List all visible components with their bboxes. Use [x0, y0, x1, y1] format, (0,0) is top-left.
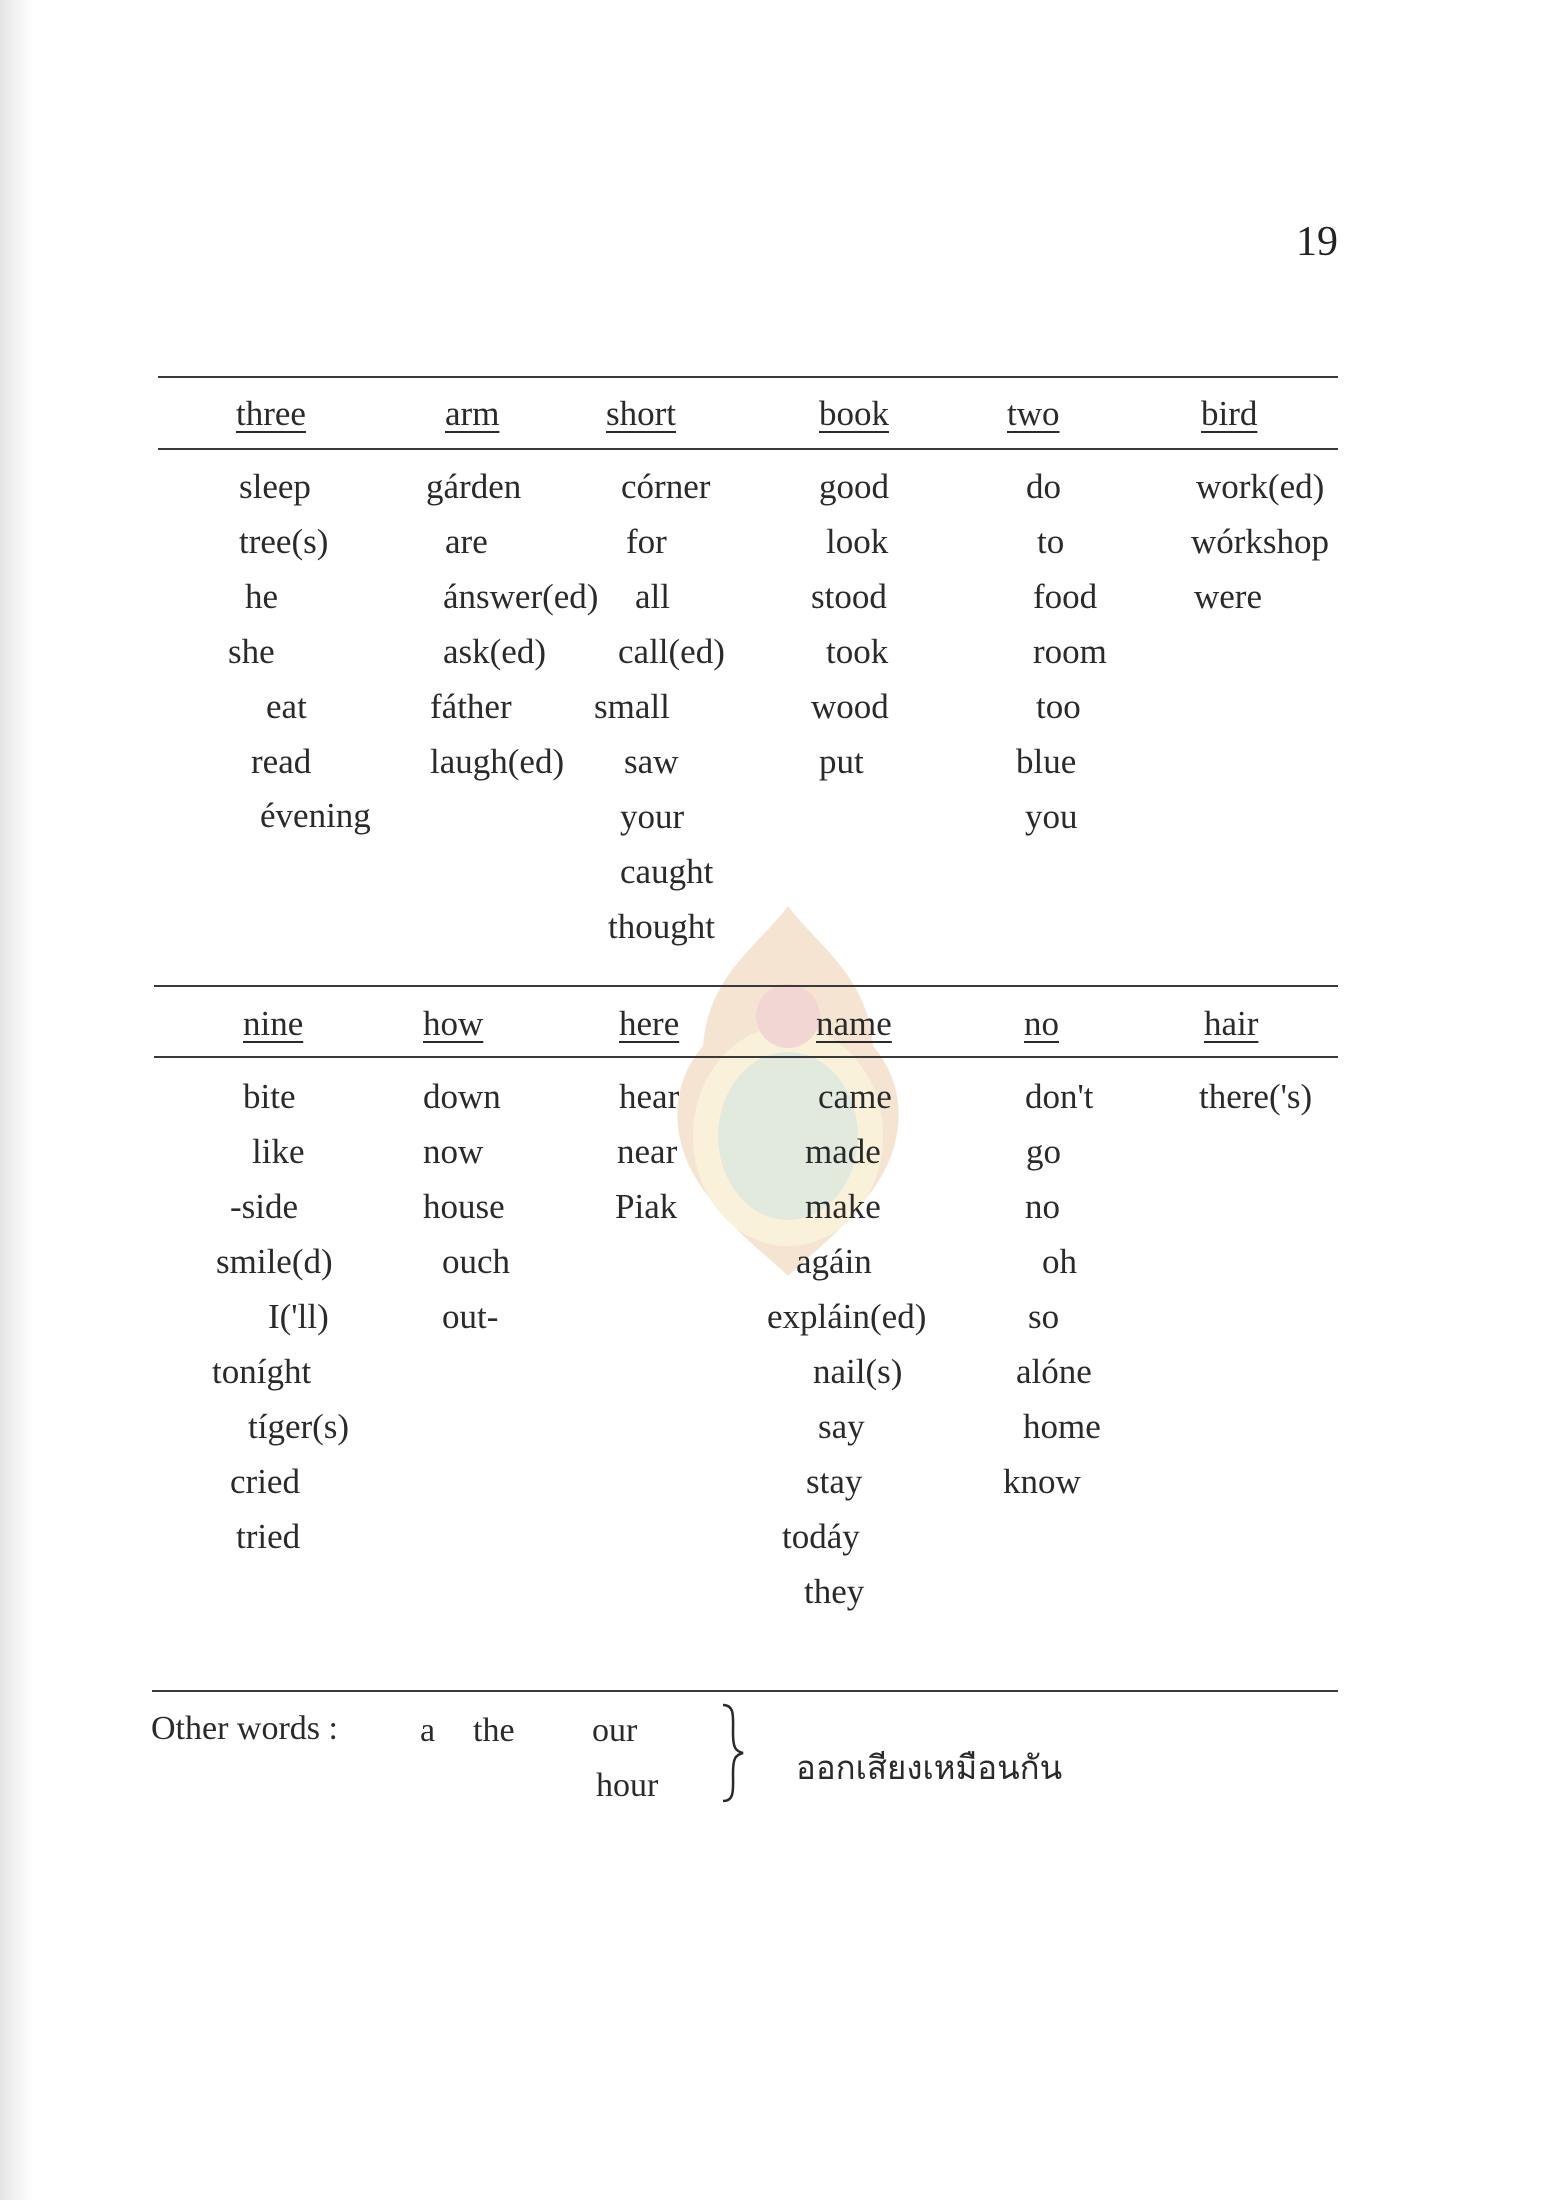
- word-cell: down: [423, 1077, 501, 1116]
- word-cell: wórkshop: [1191, 522, 1330, 561]
- word-cell: tried: [236, 1517, 301, 1556]
- word-cell: tree(s): [239, 522, 329, 561]
- word-cell: stay: [806, 1462, 863, 1501]
- header-two: two: [1007, 394, 1060, 433]
- word-cell: eat: [266, 687, 307, 726]
- word-cell: ánswer(ed): [443, 577, 599, 616]
- word-cell: for: [626, 522, 667, 561]
- word-cell: work(ed): [1196, 467, 1325, 506]
- table2-top-rule: [154, 985, 1338, 987]
- word-cell: expláin(ed): [767, 1297, 927, 1336]
- word-cell: don't: [1025, 1077, 1094, 1116]
- word-cell: agáin: [796, 1242, 872, 1281]
- header-bird: bird: [1201, 394, 1258, 433]
- page-edge-shadow: [0, 0, 34, 2200]
- word-cell: gárden: [426, 467, 522, 506]
- page-number: 19: [1296, 219, 1338, 265]
- word-cell: he: [245, 577, 279, 616]
- word-cell: made: [805, 1132, 881, 1171]
- word-cell: blue: [1016, 742, 1077, 781]
- word-cell: nail(s): [813, 1352, 903, 1391]
- word-cell: say: [818, 1407, 865, 1446]
- word-cell: now: [423, 1132, 484, 1171]
- header-here: here: [619, 1004, 680, 1043]
- other-words-label: Other words :: [151, 1710, 338, 1747]
- header-nine: nine: [243, 1004, 304, 1043]
- header-how: how: [423, 1004, 484, 1043]
- word-cell: food: [1033, 577, 1098, 616]
- word-cell: saw: [624, 742, 679, 781]
- table1-top-rule: [158, 376, 1338, 378]
- header-arm: arm: [445, 394, 500, 433]
- other-word: a: [420, 1712, 436, 1749]
- word-cell: cried: [230, 1462, 300, 1501]
- word-cell: oh: [1042, 1242, 1077, 1281]
- word-cell: ouch: [442, 1242, 511, 1281]
- word-cell: ask(ed): [443, 632, 547, 671]
- word-cell: -side: [230, 1187, 299, 1226]
- word-cell: near: [617, 1132, 678, 1171]
- word-cell: fáther: [430, 687, 512, 726]
- word-cell: home: [1023, 1407, 1101, 1446]
- word-cell: there('s): [1199, 1077, 1313, 1116]
- word-cell: no: [1025, 1187, 1060, 1226]
- table2-header-rule: [154, 1056, 1338, 1058]
- word-cell: you: [1025, 797, 1078, 836]
- word-cell: read: [251, 742, 312, 781]
- word-cell: todáy: [782, 1517, 860, 1556]
- table1-header-rule: [158, 448, 1338, 450]
- same-pronunciation-note: ออกเสียงเหมือนกัน: [796, 1748, 1063, 1787]
- word-cell: toníght: [212, 1352, 312, 1391]
- word-cell: wood: [811, 687, 889, 726]
- header-hair: hair: [1204, 1004, 1259, 1043]
- header-book: book: [819, 394, 889, 433]
- word-cell: came: [818, 1077, 892, 1116]
- word-cell: so: [1028, 1297, 1060, 1336]
- word-cell: all: [635, 577, 670, 616]
- word-cell: go: [1026, 1132, 1061, 1171]
- word-cell: are: [445, 522, 488, 561]
- word-cell: Piak: [615, 1187, 678, 1226]
- word-cell: out-: [442, 1297, 499, 1336]
- word-cell: were: [1194, 577, 1263, 616]
- word-cell: thought: [608, 907, 715, 946]
- word-cell: call(ed): [618, 632, 725, 671]
- header-no: no: [1024, 1004, 1059, 1043]
- word-cell: they: [804, 1572, 865, 1611]
- word-cell: bite: [243, 1077, 296, 1116]
- word-cell: smile(d): [216, 1242, 333, 1281]
- word-cell: alóne: [1016, 1352, 1092, 1391]
- word-cell: she: [228, 632, 275, 671]
- word-cell: make: [805, 1187, 881, 1226]
- other-word: hour: [596, 1767, 659, 1804]
- word-cell: put: [819, 742, 864, 781]
- word-cell: to: [1037, 522, 1065, 561]
- word-cell: sleep: [239, 467, 311, 506]
- word-cell: your: [620, 797, 685, 836]
- word-cell: I('ll): [268, 1297, 329, 1336]
- word-cell: tíger(s): [248, 1407, 350, 1446]
- other-words-rule: [152, 1690, 1338, 1692]
- word-cell: évening: [260, 796, 371, 835]
- other-word: the: [473, 1712, 515, 1749]
- other-word: our: [592, 1712, 638, 1749]
- word-cell: took: [826, 632, 889, 671]
- curly-brace-icon: [717, 1703, 747, 1803]
- word-cell: hear: [619, 1077, 680, 1116]
- word-cell: córner: [621, 467, 711, 506]
- word-cell: room: [1033, 632, 1107, 671]
- word-cell: know: [1003, 1462, 1081, 1501]
- word-cell: like: [252, 1132, 305, 1171]
- header-name: name: [816, 1004, 892, 1043]
- word-cell: good: [819, 467, 889, 506]
- header-three: three: [236, 394, 306, 433]
- word-cell: laugh(ed): [430, 742, 565, 781]
- word-cell: caught: [620, 852, 714, 891]
- word-cell: house: [423, 1187, 505, 1226]
- word-cell: do: [1026, 467, 1061, 506]
- word-cell: stood: [811, 577, 887, 616]
- word-cell: look: [826, 522, 889, 561]
- header-short: short: [606, 394, 676, 433]
- word-cell: small: [594, 687, 670, 726]
- word-cell: too: [1036, 687, 1081, 726]
